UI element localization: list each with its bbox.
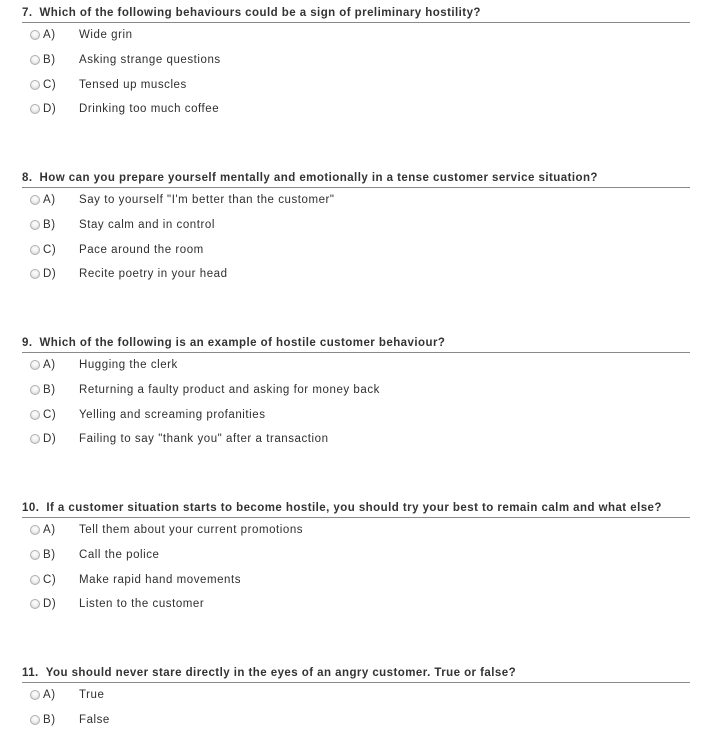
option-text: True [79, 689, 105, 701]
option-text: Failing to say "thank you" after a transaction [79, 433, 329, 446]
answer-option-b[interactable] [22, 543, 690, 568]
answer-option-b[interactable] [22, 378, 690, 403]
question-text: How can you prepare yourself mentally and emotionally in a tense customer service situation? [39, 172, 598, 184]
option-text: False [79, 713, 110, 726]
option-letter: C) [43, 78, 57, 91]
question-9 [22, 334, 690, 452]
option-letter: D) [43, 433, 57, 446]
radio-button[interactable] [30, 550, 40, 560]
option-text: Say to yourself "I'm better than the customer" [79, 194, 335, 206]
option-letter: D) [43, 103, 57, 116]
option-text: Wide grin [79, 29, 133, 41]
option-letter: A) [43, 689, 56, 701]
option-text: Tensed up muscles [79, 78, 187, 91]
answer-option-d[interactable] [22, 262, 690, 287]
option-letter: C) [43, 573, 57, 586]
radio-button[interactable] [30, 245, 40, 255]
question-number: 7. [22, 7, 33, 19]
option-letter: A) [43, 194, 56, 206]
option-text: Listen to the customer [79, 598, 205, 611]
question-number: 9. [22, 337, 33, 349]
question-text: If a customer situation starts to become hostile, you should try your best to remain calm and what else? [46, 502, 662, 514]
radio-button[interactable] [30, 715, 40, 725]
question-text: Which of the following behaviours could be a sign of preliminary hostility? [39, 7, 481, 19]
option-letter: B) [43, 713, 56, 726]
option-text: Tell them about your current promotions [79, 524, 304, 536]
question-number: 10. [22, 502, 40, 514]
answer-option-b[interactable] [22, 708, 690, 733]
option-text: Asking strange questions [79, 53, 221, 66]
radio-button[interactable] [30, 220, 40, 230]
question-text: You should never stare directly in the eyes of an angry customer. True or false? [45, 667, 517, 679]
question-number: 8. [22, 172, 33, 184]
answer-option-a[interactable] [22, 188, 690, 213]
radio-button[interactable] [30, 30, 40, 40]
option-text: Yelling and screaming profanities [79, 408, 266, 421]
option-text: Drinking too much coffee [79, 103, 220, 116]
option-text: Recite poetry in your head [79, 268, 228, 281]
answer-option-c[interactable] [22, 568, 690, 593]
option-letter: A) [43, 524, 56, 536]
option-letter: B) [43, 53, 56, 66]
radio-button[interactable] [30, 575, 40, 585]
radio-button[interactable] [30, 525, 40, 535]
radio-button[interactable] [30, 410, 40, 420]
answer-option-d[interactable] [22, 97, 690, 122]
answer-option-a[interactable] [22, 353, 690, 378]
question-7 [22, 4, 690, 122]
answer-option-a[interactable] [22, 23, 690, 48]
radio-button[interactable] [30, 104, 40, 114]
answer-option-a[interactable] [22, 683, 690, 708]
answer-option-b[interactable] [22, 213, 690, 238]
question-8 [22, 169, 690, 287]
option-text: Hugging the clerk [79, 359, 178, 371]
option-text: Stay calm and in control [79, 218, 215, 231]
radio-button[interactable] [30, 385, 40, 395]
question-10 [22, 499, 690, 617]
option-letter: B) [43, 383, 56, 396]
question-number: 11. [22, 667, 39, 679]
option-letter: B) [43, 218, 56, 231]
answer-option-c[interactable] [22, 73, 690, 98]
answer-option-c[interactable] [22, 403, 690, 428]
option-letter: A) [43, 359, 56, 371]
answer-option-a[interactable] [22, 518, 690, 543]
question-text: Which of the following is an example of hostile customer behaviour? [39, 337, 446, 349]
radio-button[interactable] [30, 269, 40, 279]
answer-option-d[interactable] [22, 592, 690, 617]
radio-button[interactable] [30, 360, 40, 370]
radio-button[interactable] [30, 599, 40, 609]
option-letter: C) [43, 243, 57, 256]
option-text: Pace around the room [79, 243, 204, 256]
option-text: Make rapid hand movements [79, 573, 242, 586]
radio-button[interactable] [30, 55, 40, 65]
question-title [22, 664, 690, 683]
option-text: Call the police [79, 548, 160, 561]
question-title [22, 334, 690, 353]
radio-button[interactable] [30, 80, 40, 90]
question-11 [22, 664, 690, 733]
question-title [22, 169, 690, 188]
option-letter: A) [43, 29, 56, 41]
answer-option-d[interactable] [22, 427, 690, 452]
radio-button[interactable] [30, 195, 40, 205]
radio-button[interactable] [30, 434, 40, 444]
option-letter: D) [43, 268, 57, 281]
option-letter: B) [43, 548, 56, 561]
question-title [22, 499, 690, 518]
question-title [22, 4, 690, 23]
radio-button[interactable] [30, 690, 40, 700]
option-letter: D) [43, 598, 57, 611]
answer-option-b[interactable] [22, 48, 690, 73]
option-letter: C) [43, 408, 57, 421]
answer-option-c[interactable] [22, 238, 690, 263]
option-text: Returning a faulty product and asking for money back [79, 383, 380, 396]
